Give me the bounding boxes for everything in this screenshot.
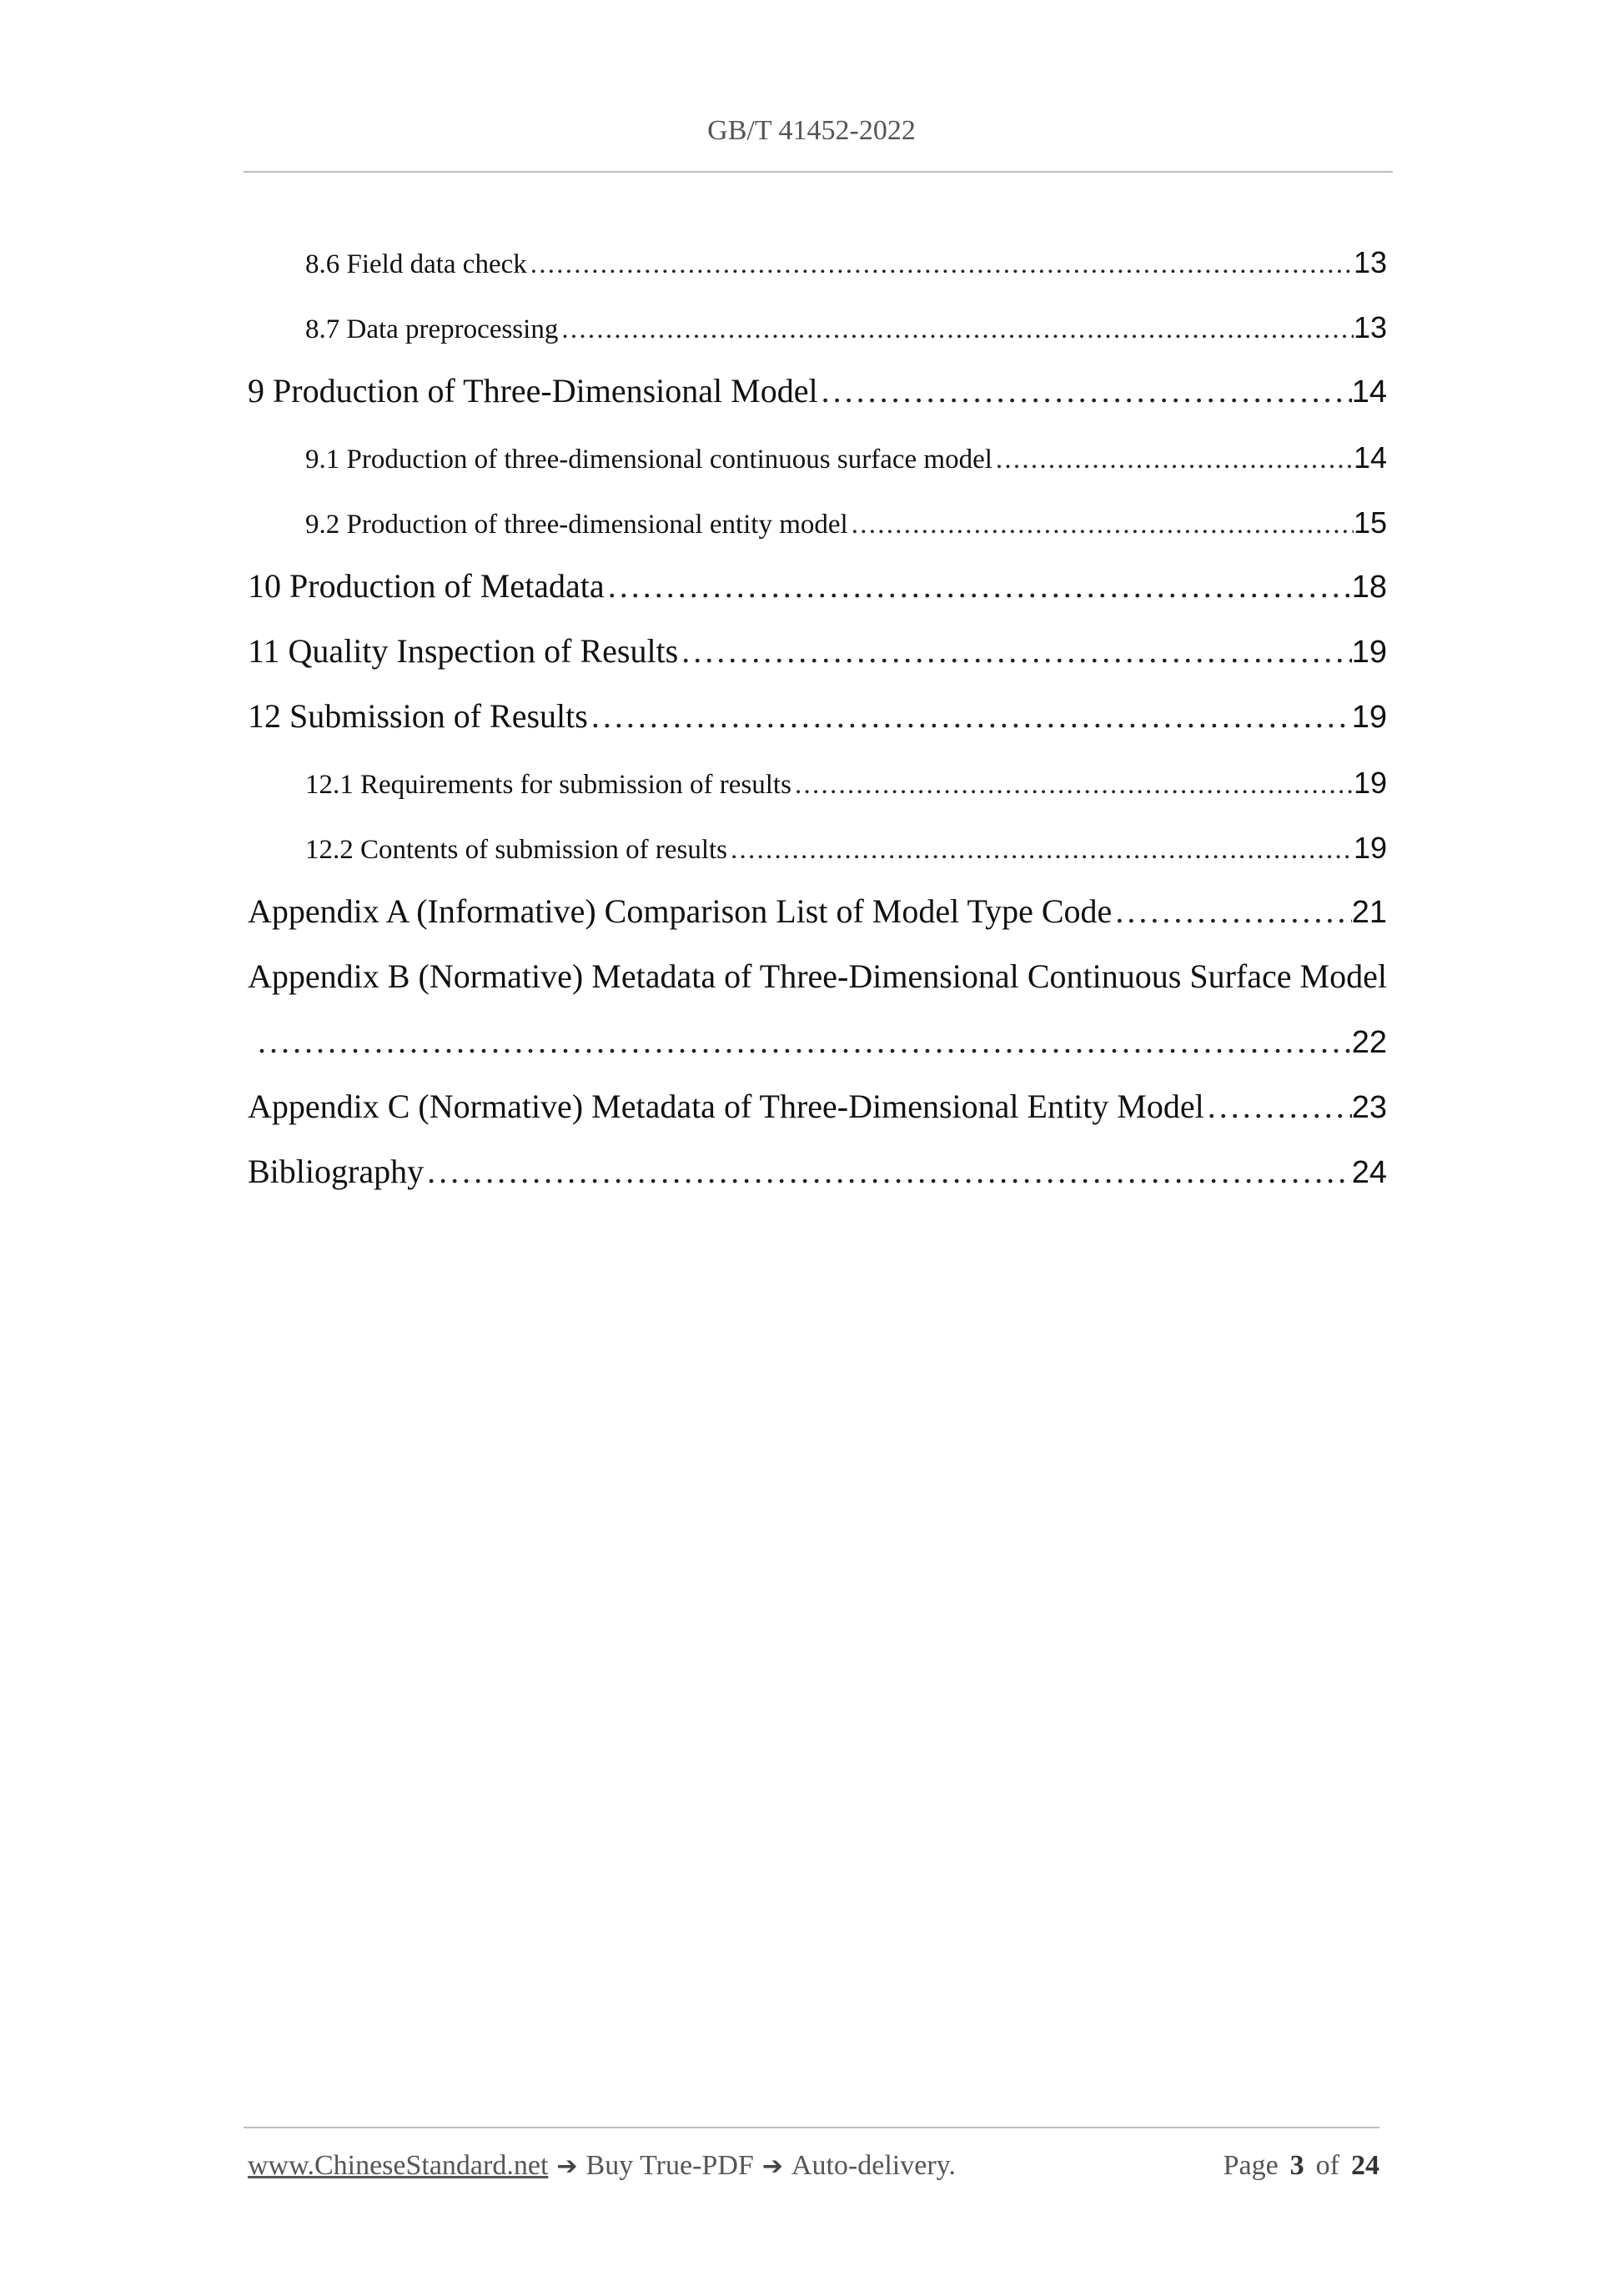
toc-dot-leader (727, 835, 1354, 866)
toc-entry-title: 8.7 Data preprocessing (305, 314, 559, 344)
page-label: Page (1223, 2150, 1279, 2181)
arrow-right-icon: ➔ (761, 2151, 783, 2181)
page-number (1224, 2150, 1379, 2182)
toc-entry-appendix-c[interactable] (248, 1076, 1387, 1126)
arrow-right-icon: ➔ (556, 2151, 578, 2181)
toc-entry-title: 9.2 Production of three-dimensional entity model (305, 510, 848, 540)
toc-dot-leader (1112, 892, 1351, 931)
toc-entry-title: 12 Submission of Results (248, 697, 588, 735)
site-link[interactable]: www.ChineseStandard.net (248, 2150, 549, 2181)
toc-dot-leader (992, 445, 1354, 475)
toc-entry-12-2[interactable] (305, 816, 1387, 866)
toc-dot-leader (424, 1152, 1352, 1191)
total-pages: 24 (1351, 2150, 1379, 2181)
toc-entry-page: 14 (1351, 374, 1387, 409)
toc-entry-title: 9.1 Production of three-dimensional continuous surface model (305, 445, 992, 475)
toc-entry-page: 22 (1351, 1025, 1387, 1060)
toc-entry-appendix-b[interactable] (248, 946, 1387, 996)
toc-entry-title: Bibliography (248, 1153, 425, 1190)
toc-entry-page: 18 (1351, 570, 1387, 605)
toc-entry-appendix-a[interactable] (248, 881, 1387, 931)
toc-entry-page: 24 (1351, 1155, 1387, 1190)
toc-entry-page: 19 (1353, 766, 1387, 800)
current-page: 3 (1289, 2150, 1304, 2181)
toc-entry-12[interactable] (248, 686, 1387, 736)
page-of-label: of (1315, 2150, 1339, 2181)
document-code-header: GB/T 41452-2022 (707, 115, 916, 146)
toc-entry-title: 10 Production of Metadata (248, 567, 605, 605)
toc-entry-9-2[interactable] (305, 490, 1387, 540)
toc-entry-title: Appendix A (Informative) Comparison List of Model Type Code (248, 892, 1113, 930)
toc-dot-leader (605, 566, 1352, 605)
toc-dot-leader (248, 1022, 1352, 1061)
page-footer (248, 2145, 1379, 2187)
toc-entry-appendix-b-continued[interactable] (248, 1011, 1387, 1061)
toc-entry-title: 12.2 Contents of submission of results (305, 835, 728, 865)
toc-entry-title: 8.6 Field data check (305, 249, 527, 279)
toc-entry-8-6[interactable] (305, 230, 1387, 280)
toc-dot-leader (791, 770, 1354, 801)
toc-entry-page: 14 (1353, 440, 1387, 475)
toc-entry-11[interactable] (248, 620, 1387, 671)
toc-entry-title: Appendix C (Normative) Metadata of Three-Dimensional Entity Model (248, 1088, 1204, 1125)
toc-entry-page: 19 (1351, 635, 1387, 670)
toc-entry-page: 19 (1351, 700, 1387, 735)
toc-entry-title: Appendix B (Normative) Metadata of Three-Dimensional Continuous Surface Model (248, 957, 1387, 995)
toc-dot-leader (1204, 1087, 1352, 1126)
toc-entry-title: 12.1 Requirements for submission of results (305, 770, 791, 800)
toc-entry-page: 21 (1351, 895, 1387, 930)
footer-promo (248, 2150, 956, 2182)
footer-divider (244, 2127, 1379, 2128)
toc-entry-page: 13 (1353, 310, 1387, 344)
toc-dot-leader (848, 510, 1354, 540)
auto-delivery-text: Auto-delivery. (791, 2150, 956, 2181)
toc-entry-bibliography[interactable] (248, 1141, 1387, 1191)
toc-entry-title: 11 Quality Inspection of Results (248, 632, 679, 670)
toc-entry-9-1[interactable] (305, 425, 1387, 475)
toc-dot-leader (527, 249, 1354, 280)
toc-entry-10[interactable] (248, 555, 1387, 605)
toc-entry-page: 15 (1353, 505, 1387, 540)
toc-dot-leader (678, 631, 1351, 671)
toc-dot-leader (558, 314, 1354, 345)
toc-entry-9[interactable] (248, 360, 1387, 410)
toc-dot-leader (588, 696, 1352, 736)
toc-entry-title: 9 Production of Three-Dimensional Model (248, 372, 818, 409)
buy-pdf-text: Buy True-PDF (585, 2150, 754, 2181)
toc-entry-page: 19 (1353, 831, 1387, 865)
toc-dot-leader (818, 371, 1352, 410)
toc-entry-12-1[interactable] (305, 751, 1387, 801)
toc-entry-page: 23 (1351, 1090, 1387, 1125)
toc-entry-page: 13 (1353, 245, 1387, 279)
toc-entry-8-7[interactable] (305, 295, 1387, 345)
